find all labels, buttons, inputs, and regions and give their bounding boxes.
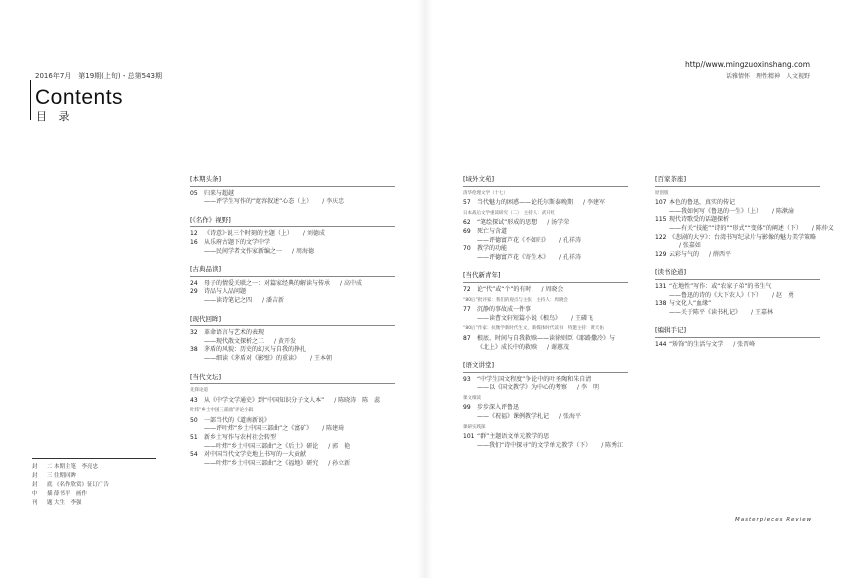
entry-title: 《北上》成长中的救赎 <box>477 343 538 351</box>
page-number <box>463 442 477 451</box>
entry-author: / 张海平 <box>559 413 581 421</box>
toc-entry[interactable] <box>463 315 628 324</box>
toc-entry[interactable] <box>655 234 820 243</box>
toc-entry[interactable] <box>190 230 395 239</box>
entry-title: ——我们“诗中探寻”的文学单元教学（下） <box>477 441 592 449</box>
toc-entry[interactable] <box>190 397 395 406</box>
toc-entry[interactable] <box>190 460 395 469</box>
credit-label: 刊 题 <box>32 500 55 506</box>
toc-entry[interactable] <box>655 309 820 318</box>
page-number: 99 <box>463 404 471 412</box>
toc-entry[interactable] <box>463 286 628 295</box>
entry-author: / 薛西平 <box>709 250 731 258</box>
footer-tag: Masterpieces Review <box>735 517 813 523</box>
credit-label: 封 三 <box>32 473 55 479</box>
entry-title: 从《中学文学通史》到“中国知识分子文人本” <box>204 396 325 404</box>
section-subheading: 日本战后文学重读研究（二） 主持人：武开红 <box>463 210 556 216</box>
credit-value: 本期主笔 李亮忠 <box>54 464 99 470</box>
section-subheading: 原创版 <box>655 190 669 196</box>
toc-entry[interactable] <box>190 288 395 297</box>
page-gutter <box>418 0 432 578</box>
toc-section <box>190 216 395 256</box>
toc-entry[interactable] <box>463 442 628 451</box>
entry-title: 《悲剧的大亨》：台湾书写纪录片与影像的魅力美学策略 <box>669 233 817 241</box>
page-number <box>655 242 669 251</box>
section-title: [百家茶座] <box>655 175 820 187</box>
section-subheading: “80后”批评家：我们的观点与主张 主持人：周晓会 <box>463 297 568 303</box>
toc-entry[interactable] <box>190 451 395 460</box>
section-title: [当代文坛] <box>190 373 395 385</box>
toc-entry[interactable] <box>655 300 820 309</box>
section-title: [现代回眸] <box>190 315 395 327</box>
toc-section <box>463 361 628 450</box>
entry-author: / 陈晓涛 陈 蕊 <box>334 396 381 404</box>
toc-entry[interactable] <box>463 413 628 422</box>
page-number: 50 <box>190 416 198 424</box>
entry-title: 沉静的事故成一件事 <box>477 306 532 314</box>
credit-row <box>32 463 156 472</box>
toc-entry[interactable] <box>190 248 395 257</box>
entry-title: ——读诗笔记之四 <box>204 296 253 304</box>
toc-entry[interactable] <box>463 219 628 228</box>
page-number <box>463 344 477 353</box>
credits-divider <box>32 458 156 459</box>
credit-value: 薛书平 画作 <box>54 491 88 497</box>
section-title: [古典品读] <box>190 265 395 277</box>
credit-label: 中 插 <box>32 491 55 497</box>
page-number <box>463 384 477 393</box>
toc-entry[interactable] <box>190 198 395 207</box>
page-number: 138 <box>655 300 667 308</box>
entry-title: 教学的功能 <box>477 245 508 253</box>
page-number: 70 <box>463 245 471 253</box>
page-number <box>463 315 477 324</box>
entry-author: / 李 明 <box>577 384 599 392</box>
credit-label: 封 底 <box>32 482 55 488</box>
toc-entry[interactable] <box>463 245 628 254</box>
toc-column-1 <box>190 175 395 477</box>
section-subheading: 清华伦理文学（十七） <box>463 190 508 196</box>
entry-title: ——评学生写作的“宽容叙述”心态（上） <box>204 198 313 206</box>
entry-title: 革命语言与艺术的表现 <box>204 329 265 337</box>
entry-author: / 刘德成 <box>302 230 325 238</box>
page-number: 57 <box>463 199 471 207</box>
page-number: 29 <box>190 288 198 296</box>
entry-author: / 王本朝 <box>310 354 332 362</box>
page-number: 38 <box>190 346 198 354</box>
entry-author: / 孔祥涛 <box>559 253 581 261</box>
credit-value: 《名作欣赏》征订广告 <box>54 482 110 488</box>
entry-author: / 周海德 <box>292 247 314 255</box>
entry-title: ——评德富芦花《寄生木》 <box>477 253 550 261</box>
entry-author: / 汤学荣 <box>547 219 570 227</box>
entry-title: 一部当代的《道南新说》 <box>204 416 271 424</box>
entry-title: 现代诗歌受的话题探析 <box>669 216 730 224</box>
slogan: 话雅情怀 理性精神 人文视野 <box>725 73 810 80</box>
toc-entry[interactable] <box>463 384 628 393</box>
section-subheading: 叶炜“乡土中国三部曲”评论小辑 <box>190 408 254 414</box>
page-number <box>655 292 669 301</box>
issue-info: 2016年7月 第19期(上旬)・总第543期 <box>35 72 162 80</box>
page-number <box>190 338 204 347</box>
entry-author: / 陈仲义 <box>811 224 834 232</box>
page-number: 129 <box>655 250 667 258</box>
entry-title: 对中国当代文学史地上书写的一大贡献 <box>204 451 307 459</box>
toc-entry[interactable] <box>655 242 820 251</box>
section-title: [《名作》视野] <box>190 216 395 228</box>
entry-title: 死亡与含道 <box>477 227 508 235</box>
entry-author: / 高中成 <box>340 279 362 287</box>
entry-title: ——关于陈平《读书札记》 <box>669 308 742 316</box>
page-number <box>190 297 204 306</box>
page-title: Contents <box>35 86 124 109</box>
entry-title: 归来与超越 <box>204 189 235 197</box>
toc-section <box>463 175 628 262</box>
entry-author: / 陈漱渝 <box>772 207 794 215</box>
page-number: 12 <box>190 230 198 238</box>
page-number <box>190 443 204 452</box>
page-number <box>655 208 669 217</box>
page-number <box>463 413 477 422</box>
page-number: 107 <box>655 199 667 207</box>
entry-author: / 张晋峰 <box>733 340 756 348</box>
page-number: 101 <box>463 433 475 441</box>
toc-section <box>463 271 628 352</box>
entry-title: ——有关“技能”“诗的”“形式”“变体”的阐述（下） <box>669 224 802 232</box>
toc-section <box>655 268 820 317</box>
entry-title: ——现代散文探析之二 <box>204 337 265 345</box>
toc-entry[interactable] <box>463 404 628 413</box>
entry-title: 新乡土写作与农村社会转型 <box>204 434 277 442</box>
toc-column-2 <box>463 175 628 459</box>
toc-section <box>190 373 395 469</box>
section-title: [本期头条] <box>190 175 395 187</box>
page-number <box>463 254 477 263</box>
page-number: 24 <box>190 279 198 287</box>
credit-row <box>32 481 156 490</box>
credit-row <box>32 490 156 499</box>
toc-entry[interactable] <box>655 283 820 292</box>
entry-title: ——叶炜“乡土中国三部曲”之《后土》研论 <box>204 442 319 450</box>
section-title: [当代新青年] <box>463 271 628 283</box>
entry-title: ——评叶炜“乡土中国三部曲”之《富矿》 <box>204 425 313 433</box>
entry-author: / 王磷飞 <box>571 314 593 322</box>
toc-entry[interactable] <box>463 254 628 263</box>
page-number: 131 <box>655 282 667 290</box>
page-number: 122 <box>655 233 667 241</box>
entry-title: 茅盾的风貌：历史的幻灭与自我的挣扎 <box>204 346 307 354</box>
page-number: 16 <box>190 238 198 246</box>
toc-entry[interactable] <box>190 425 395 434</box>
toc-entry[interactable] <box>655 216 820 225</box>
credit-row <box>32 499 156 508</box>
page-number: 32 <box>190 329 198 337</box>
entry-title: “中学生国文程度”争论中的叶圣陶和朱自清 <box>477 375 592 383</box>
page-number: 54 <box>190 451 198 459</box>
entry-title: 从乐府古题下的文学中学 <box>204 238 271 246</box>
entry-author: / 李建军 <box>583 199 605 207</box>
entry-author: / 陈建琦 <box>322 425 345 433</box>
toc-entry[interactable] <box>463 199 628 208</box>
entry-author: / 孙立新 <box>328 459 351 467</box>
toc-section <box>655 326 820 349</box>
entry-author: / 孔祥涛 <box>559 236 581 244</box>
credit-row <box>32 472 156 481</box>
entry-title: 《诗意》·说三个时刻的主题（上） <box>204 230 293 238</box>
toc-entry[interactable] <box>190 355 395 364</box>
entry-author: / 谢蕙茂 <box>547 343 569 351</box>
section-subheading: 课研实践探 <box>463 424 486 430</box>
toc-entry[interactable] <box>190 443 395 452</box>
page-number: 87 <box>463 334 471 342</box>
entry-title: “在地性”写作：或“农家子弟”的书生气 <box>669 282 772 290</box>
page-number: 05 <box>190 189 198 197</box>
section-title: [域外文苑] <box>463 175 628 187</box>
entry-title: ——读曹文轩短篇小说《根鸟》 <box>477 314 562 322</box>
entry-title: 步步深入评鲁迅 <box>477 404 520 412</box>
entry-author: / 黄开发 <box>274 337 296 345</box>
section-subheading: 先锋论道 <box>190 388 208 394</box>
entry-title: 论“代”或“个”的有时 <box>477 285 532 293</box>
entry-author: / 赵 勇 <box>772 291 794 299</box>
toc-entry[interactable] <box>463 228 628 237</box>
page-number <box>655 309 669 318</box>
credit-value: 往期回眸 <box>54 473 77 479</box>
page-number <box>190 355 204 364</box>
entry-title: ——《祝福》课例教学札记 <box>477 413 550 421</box>
entry-title: “矫饰”的生活与文学 <box>669 340 724 348</box>
toc-entry[interactable] <box>190 434 395 443</box>
entry-title: “笔绘探试”形成的思想 <box>477 219 538 227</box>
page-number: 144 <box>655 340 667 348</box>
page-number: 69 <box>463 227 471 235</box>
entry-title: ——评德富芦花《不如归》 <box>477 236 550 244</box>
toc-entry[interactable] <box>463 335 628 344</box>
credits-block <box>32 458 156 508</box>
page-number <box>190 248 204 257</box>
toc-entry[interactable] <box>655 341 820 350</box>
entry-title: ——细读《茅盾对《影壁》的重读》 <box>204 354 301 362</box>
toc-entry[interactable] <box>463 344 628 353</box>
page-number <box>190 198 204 207</box>
entry-author: / 周晓会 <box>541 285 564 293</box>
entry-title: 当代魅力的困惑——论托尔斯泰晚期 <box>477 199 574 207</box>
entry-author: / 李庆忠 <box>322 198 345 206</box>
header-rule <box>30 80 31 120</box>
section-title: [读书论道] <box>655 268 820 280</box>
entry-title: 母子的情爱关联之一：对篇家经典的解读与传承 <box>204 279 331 287</box>
page-number: 77 <box>463 306 471 314</box>
toc-entry[interactable] <box>655 199 820 208</box>
page-number: 72 <box>463 285 471 293</box>
toc-entry[interactable] <box>463 237 628 246</box>
entry-title: “群”主题语文单元教学的思 <box>477 433 550 441</box>
toc-section <box>655 175 834 259</box>
toc-entry[interactable] <box>190 190 395 199</box>
entry-title: 根底、时间与自我救赎——读徐则臣《耶路撒冷》与 <box>477 334 616 342</box>
page-number: 93 <box>463 375 471 383</box>
entry-title: ——民间学者文作家新编之一 <box>204 247 283 255</box>
toc-entry[interactable] <box>190 329 395 338</box>
entry-author: / 张嘉如 <box>679 242 701 250</box>
entry-title: ——我如何写《鲁迅的一生》（上） <box>669 207 763 215</box>
toc-column-3 <box>655 175 834 359</box>
toc-entry[interactable] <box>190 297 395 306</box>
entry-author: / 陈秀江 <box>601 441 624 449</box>
entry-author: / 郭 艳 <box>328 442 351 450</box>
toc-entry[interactable] <box>655 292 820 301</box>
entry-title: 云彩与气的 <box>669 250 700 258</box>
page-number <box>190 460 204 469</box>
entry-title: ——鲁迅的诗的《大下农人》（下） <box>669 291 763 299</box>
entry-title: ——以《国文教学》为中心的考察 <box>477 384 568 392</box>
entry-title: 本色的鲁迅，真实的传记 <box>669 199 736 207</box>
toc-entry[interactable] <box>655 251 820 260</box>
entry-title: ——叶炜“乡土中国三部曲”之《福地》研究 <box>204 459 319 467</box>
page-number: 43 <box>190 396 198 404</box>
credit-value: 大生 李强 <box>54 500 82 506</box>
toc-section <box>190 315 395 364</box>
page-number: 62 <box>463 219 471 227</box>
section-title: [语文讲堂] <box>463 361 628 373</box>
toc-entry[interactable] <box>463 376 628 385</box>
section-subheading: 课文细读 <box>463 395 481 401</box>
toc-entry[interactable] <box>190 346 395 355</box>
section-title: [编辑手记] <box>655 326 820 338</box>
page-number: 51 <box>190 434 198 442</box>
website-url[interactable]: http//www.mingzuoxinshang.com <box>685 60 810 69</box>
entry-author: / 潘吉新 <box>262 296 284 304</box>
page-number <box>655 225 669 234</box>
entry-title: 诗品与人品问题 <box>204 288 247 296</box>
page-number: 115 <box>655 216 667 224</box>
toc-entry[interactable] <box>655 224 834 234</box>
toc-section <box>190 265 395 305</box>
toc-entry[interactable] <box>463 306 628 315</box>
section-subheading: “80后”作家：抗衡学新时代生文，新媒体时代读书 特邀主持：黄天佑 <box>463 326 604 332</box>
entry-author: / 王嘉林 <box>751 308 773 316</box>
page-number <box>463 237 477 246</box>
page-number <box>190 425 204 434</box>
entry-title: 与文化人“血缘” <box>669 300 712 308</box>
toc-entry[interactable] <box>190 239 395 248</box>
toc-section <box>190 175 395 207</box>
credit-label: 封 二 <box>32 464 55 470</box>
page-subtitle: 目 录 <box>36 110 74 123</box>
toc-entry[interactable] <box>463 433 628 442</box>
